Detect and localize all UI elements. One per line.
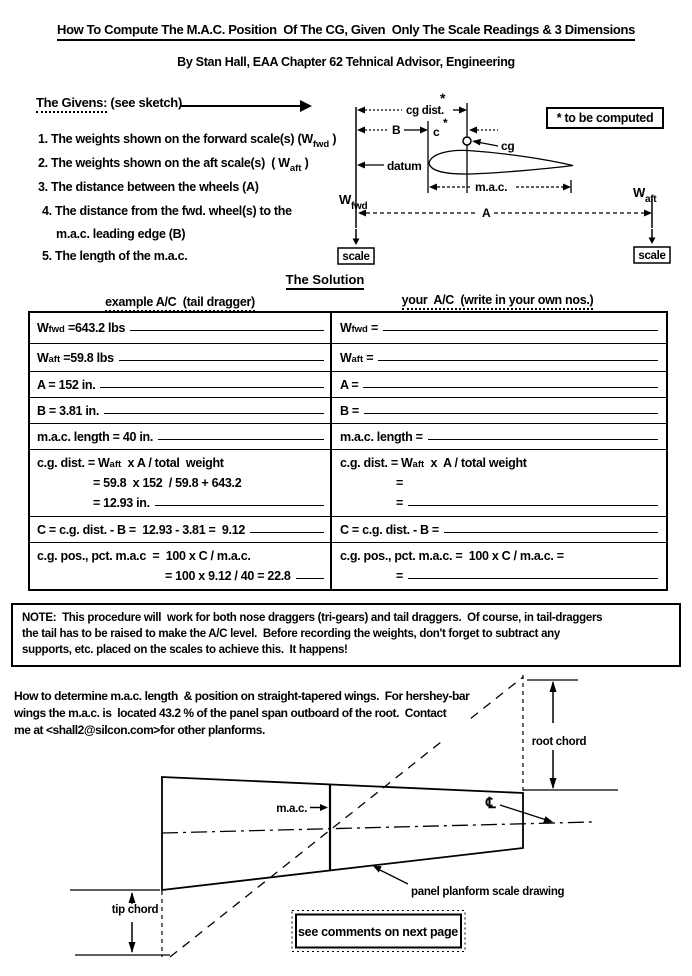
sketch-mac-label: m.a.c. xyxy=(475,180,508,194)
table-row-cg-dist: c.g. dist. = W aft x A / total weight = 59.8 x 152 / 59.8 + 643.2 = 12.93 in. c.g. dist. = W aft x A / total weight = = xyxy=(30,450,666,517)
column-header-your-ac: your A/C (write in your own nos.) xyxy=(355,293,640,310)
given-item-4-line2: m.a.c. leading edge (B) xyxy=(56,227,186,241)
planform-intro-line3: me at <shall2@silcon.com>for other planforms. xyxy=(14,723,265,737)
givens-pointer-arrow-line xyxy=(180,105,302,107)
to-be-computed-box xyxy=(547,108,663,128)
write-line xyxy=(363,387,658,388)
planform-intro-line1: How to determine m.a.c. length & position on straight-tapered wings. For hershey-bar xyxy=(14,689,470,703)
write-line xyxy=(428,439,658,440)
wfwd-label xyxy=(339,192,368,212)
page-title: How To Compute The M.A.C. Position Of The CG, Given Only The Scale Readings & 3 Dimensions xyxy=(0,21,692,41)
to-be-computed-label: * to be computed xyxy=(556,111,654,125)
given-item-3: 3. The distance between the wheels (A) xyxy=(38,180,259,194)
write-line xyxy=(100,387,324,388)
write-line xyxy=(250,532,324,533)
table-row-c: C = c.g. dist. - B = 12.93 - 3.81 = 9.12 C = c.g. dist. - B = xyxy=(30,517,666,543)
planform-intro xyxy=(14,688,469,739)
comments-box xyxy=(292,911,465,952)
comments-box-label: see comments on next page xyxy=(298,925,458,939)
fwd-wheel-icon xyxy=(346,228,366,248)
root-chord-dimension xyxy=(523,680,618,790)
mac-dimension xyxy=(429,180,571,194)
write-line xyxy=(158,439,324,440)
datum-label: datum xyxy=(387,159,422,173)
cg-label: cg xyxy=(501,139,515,153)
write-line xyxy=(364,413,658,414)
svg-text:fwd: fwd xyxy=(351,201,368,212)
tip-chord-label: tip chord xyxy=(111,904,159,916)
cg-sketch-diagram xyxy=(330,90,692,271)
fwd-scale-box xyxy=(338,248,374,264)
write-line xyxy=(130,330,324,331)
planform-intro-line2: wings the m.a.c. is located 43.2 % of the panel span outboard of the root. Contact xyxy=(14,706,447,720)
table-row-a: A = 152 in. A = xyxy=(30,372,666,398)
half-chord-centerline xyxy=(162,822,592,833)
planform-mac-label: m.a.c. xyxy=(276,803,307,815)
svg-text:aft: aft xyxy=(645,194,657,205)
write-line xyxy=(408,578,658,579)
c-label: c xyxy=(433,125,440,139)
c-asterisk: * xyxy=(443,116,448,130)
byline: By Stan Hall, EAA Chapter 62 Tehnical Advisor, Engineering xyxy=(177,55,515,69)
givens-pointer-arrow-icon xyxy=(300,100,312,112)
write-line xyxy=(155,505,324,506)
svg-text:W: W xyxy=(339,192,351,207)
note-line1: NOTE: This procedure will work for both nose draggers (tri-gears) and tail draggers. Of course, in tail-draggers xyxy=(22,612,603,624)
write-line xyxy=(119,360,324,361)
write-line xyxy=(444,532,658,533)
a-label: A xyxy=(482,206,491,220)
solution-table xyxy=(28,311,668,591)
c-dimension xyxy=(433,116,498,139)
write-line xyxy=(104,413,324,414)
table-row-b: B = 3.81 in. B = xyxy=(30,398,666,424)
a-dimension xyxy=(358,206,652,220)
given-item-2: 2. The weights shown on the aft scale(s) ( $W_{aft}$ ) xyxy=(38,156,309,174)
b-label: B xyxy=(392,123,401,137)
root-chord-label: root chord xyxy=(531,736,587,748)
table-row-waft: W aft =59.8 lbs W aft = xyxy=(30,344,666,372)
column-header-example: example A/C (tail dragger) xyxy=(55,295,305,312)
cg-dist-dimension xyxy=(357,90,467,117)
note-line2: the tail has to be raised to make the A/C level. Before recording the weights, don't forget to subtract any xyxy=(22,628,560,640)
given-item-4-line1: 4. The distance from the fwd. wheel(s) to the xyxy=(42,204,292,218)
planform-drawing-callout xyxy=(373,866,565,898)
aft-scale-box xyxy=(634,247,670,263)
table-row-cg-pos: c.g. pos., pct. m.a.c = 100 x C / m.a.c. = 100 x 9.12 / 40 = 22.8 c.g. pos., pct. m.a.c. = 100 x C / m.a.c. = = xyxy=(30,543,666,589)
waft-label xyxy=(633,185,657,205)
centerline-symbol: ℄ xyxy=(486,795,496,812)
airfoil-outline xyxy=(429,150,573,174)
tip-chord-dimension xyxy=(70,890,170,955)
wing-panel-outline xyxy=(162,777,523,890)
aft-wheel-icon xyxy=(642,227,662,247)
fwd-scale-label: scale xyxy=(342,251,370,263)
given-item-5: 5. The length of the m.a.c. xyxy=(42,249,188,263)
write-line xyxy=(296,578,324,579)
givens-heading: The Givens: (see sketch) xyxy=(36,95,182,110)
write-line xyxy=(408,505,658,506)
cg-dist-asterisk: * xyxy=(440,90,446,106)
aft-scale-label: scale xyxy=(638,250,666,262)
datum-callout xyxy=(357,159,422,173)
table-row-mac-length: m.a.c. length = 40 in. m.a.c. length = xyxy=(30,424,666,450)
planform-mac-callout xyxy=(276,803,328,815)
given-item-1: 1. The weights shown on the forward scale(s) ($W_{fwd}$ ) xyxy=(38,132,337,150)
cg-dist-label: cg dist. xyxy=(406,105,444,117)
write-line xyxy=(378,360,658,361)
table-row-wfwd: W fwd =643.2 lbs W fwd = xyxy=(30,313,666,344)
write-line xyxy=(383,330,658,331)
planform-drawing-label: panel planform scale drawing xyxy=(411,886,565,898)
svg-text:W: W xyxy=(633,185,645,200)
b-dimension xyxy=(357,123,428,137)
solution-heading: The Solution xyxy=(230,272,420,290)
centerline-callout xyxy=(485,795,553,823)
note-line3: supports, etc. placed on the scales to achieve this. It happens! xyxy=(22,644,348,656)
